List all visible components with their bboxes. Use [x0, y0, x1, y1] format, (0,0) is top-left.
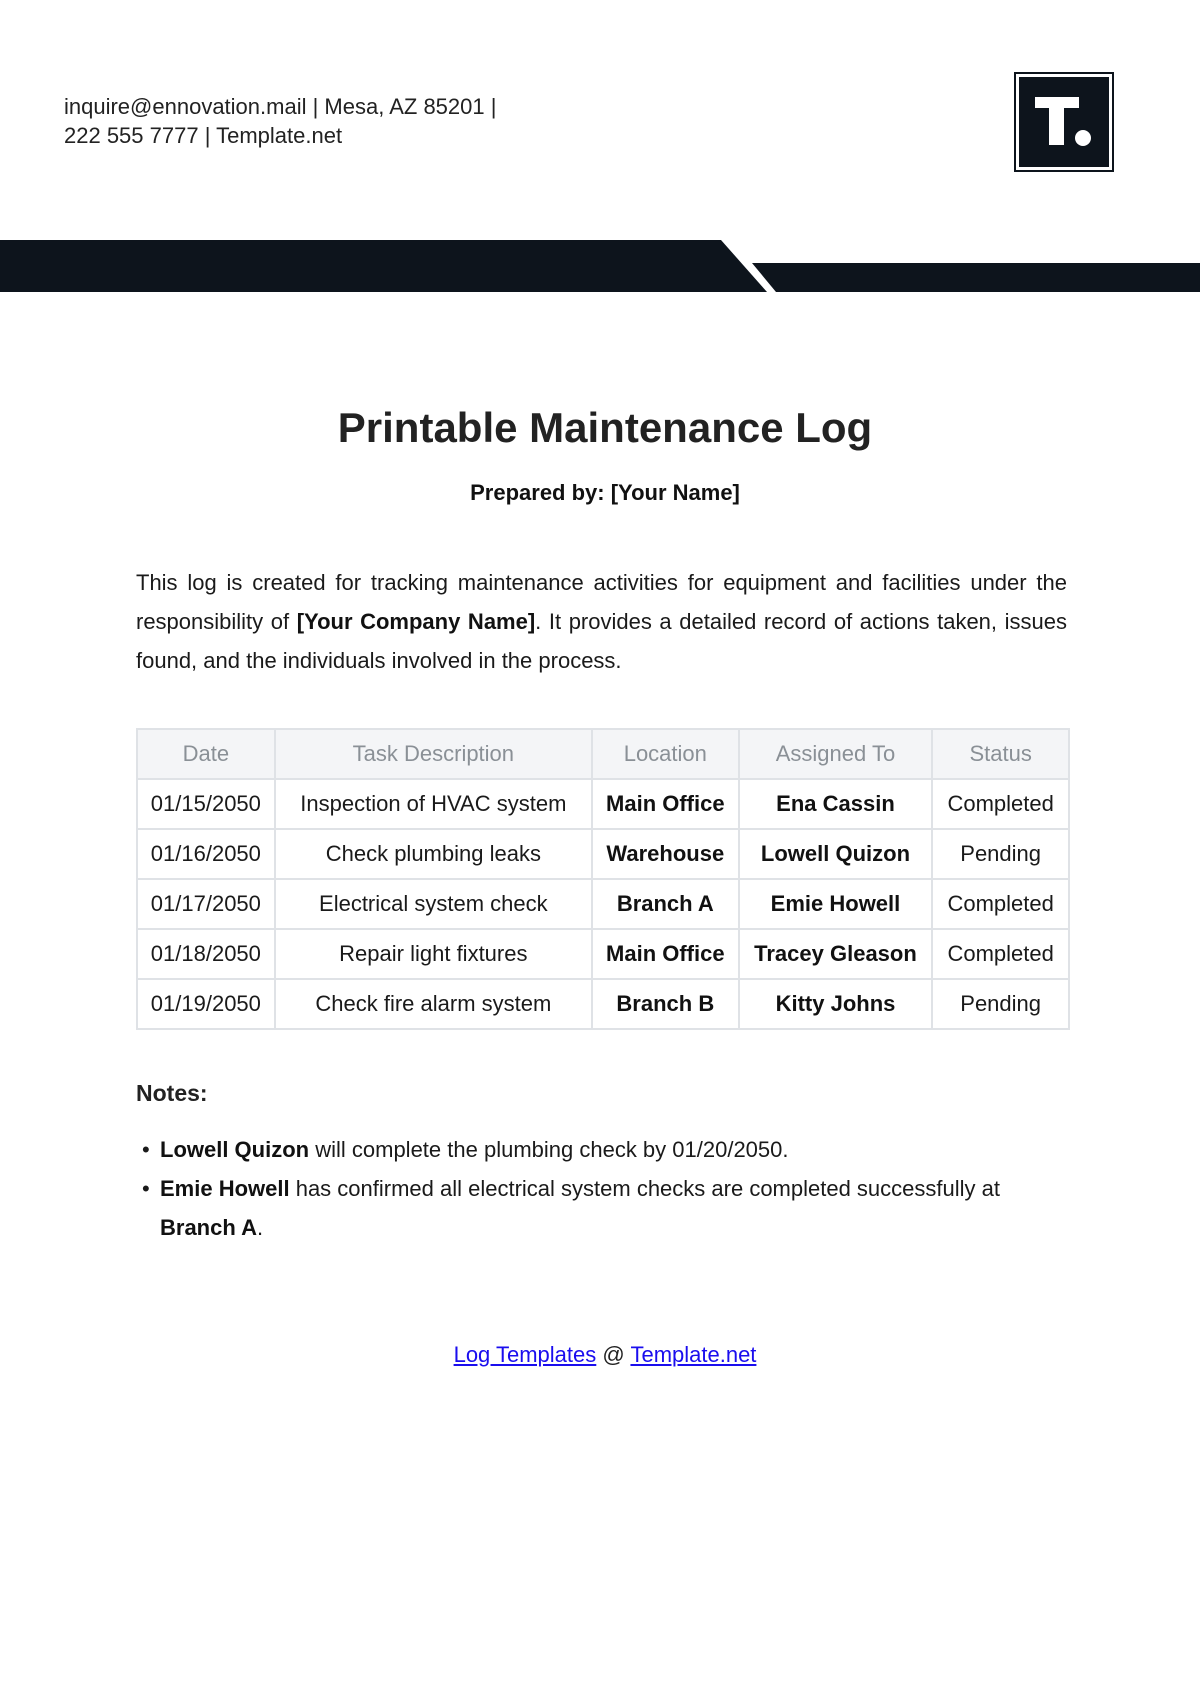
header-location: Location: [592, 729, 739, 779]
template-net-link[interactable]: Template.net: [630, 1342, 757, 1367]
cell-location: Warehouse: [592, 829, 739, 879]
note-text: has confirmed all electrical system checks are completed successfully at: [289, 1176, 1000, 1201]
table-row: [137, 979, 1069, 1029]
cell-task: Check fire alarm system: [275, 979, 592, 1029]
cell-status: Completed: [932, 779, 1069, 829]
cell-task: Inspection of HVAC system: [275, 779, 592, 829]
contact-line-2: 222 555 7777 | Template.net: [64, 123, 343, 148]
note-location: Branch A: [160, 1215, 257, 1240]
maintenance-log-table: [136, 728, 1070, 1030]
cell-assignee: Tracey Gleason: [739, 929, 933, 979]
table-row: [137, 929, 1069, 979]
notes-heading: Notes:: [136, 1080, 208, 1106]
table-header-row: [137, 729, 1069, 779]
footer: [0, 1340, 1200, 1370]
cell-assignee: Ena Cassin: [739, 779, 933, 829]
list-item: [136, 1130, 1066, 1169]
bullet-icon: •: [142, 1176, 150, 1201]
cell-task: Check plumbing leaks: [275, 829, 592, 879]
intro-text-2: . It provides a detailed record of actions taken, issues found, and the individuals involved in the process.: [136, 609, 1067, 673]
cell-assignee: Emie Howell: [739, 879, 933, 929]
intro-text-1: This log is created for tracking maintenance activities for equipment and facilities under the responsibility of: [136, 570, 1067, 634]
note-person: Lowell Quizon: [160, 1137, 310, 1162]
log-templates-link[interactable]: Log Templates: [453, 1342, 597, 1367]
cell-date: 01/16/2050: [137, 829, 275, 879]
logo-mark: [1019, 77, 1109, 167]
notes-list: [136, 1130, 1066, 1247]
cell-date: 01/18/2050: [137, 929, 275, 979]
table-row: [137, 779, 1069, 829]
prepared-by: Prepared by: [Your Name]: [470, 480, 740, 505]
logo-t-glyph: [1019, 77, 1107, 165]
table-row: [137, 829, 1069, 879]
header-date: Date: [137, 729, 275, 779]
header-task-description: Task Description: [275, 729, 592, 779]
cell-location: Branch A: [592, 879, 739, 929]
cell-location: Main Office: [592, 929, 739, 979]
bullet-icon: •: [142, 1137, 150, 1162]
company-logo: [1014, 72, 1114, 172]
header-banner: [0, 238, 1200, 292]
cell-status: Pending: [932, 829, 1069, 879]
cell-task: Electrical system check: [275, 879, 592, 929]
cell-status: Completed: [932, 929, 1069, 979]
list-item: [136, 1169, 1066, 1247]
footer-separator: @: [596, 1342, 631, 1367]
intro-paragraph: [136, 563, 1067, 680]
contact-line-1: inquire@ennovation.mail | Mesa, AZ 85201 |: [64, 94, 497, 119]
cell-task: Repair light fixtures: [275, 929, 592, 979]
cell-status: Pending: [932, 979, 1069, 1029]
cell-location: Branch B: [592, 979, 739, 1029]
cell-status: Completed: [932, 879, 1069, 929]
page-title: Printable Maintenance Log: [337, 404, 873, 451]
note-text: will complete the plumbing check by 01/20/2050.: [309, 1137, 789, 1162]
note-text-end: .: [256, 1215, 264, 1240]
intro-company-name: [Your Company Name]: [296, 609, 536, 634]
cell-date: 01/19/2050: [137, 979, 275, 1029]
cell-assignee: Lowell Quizon: [739, 829, 933, 879]
note-person: Emie Howell: [160, 1176, 290, 1201]
cell-assignee: Kitty Johns: [739, 979, 933, 1029]
cell-location: Main Office: [592, 779, 739, 829]
header-assigned-to: Assigned To: [739, 729, 933, 779]
cell-date: 01/17/2050: [137, 879, 275, 929]
header-status: Status: [932, 729, 1069, 779]
table-row: [137, 879, 1069, 929]
contact-info: [64, 92, 624, 150]
cell-date: 01/15/2050: [137, 779, 275, 829]
